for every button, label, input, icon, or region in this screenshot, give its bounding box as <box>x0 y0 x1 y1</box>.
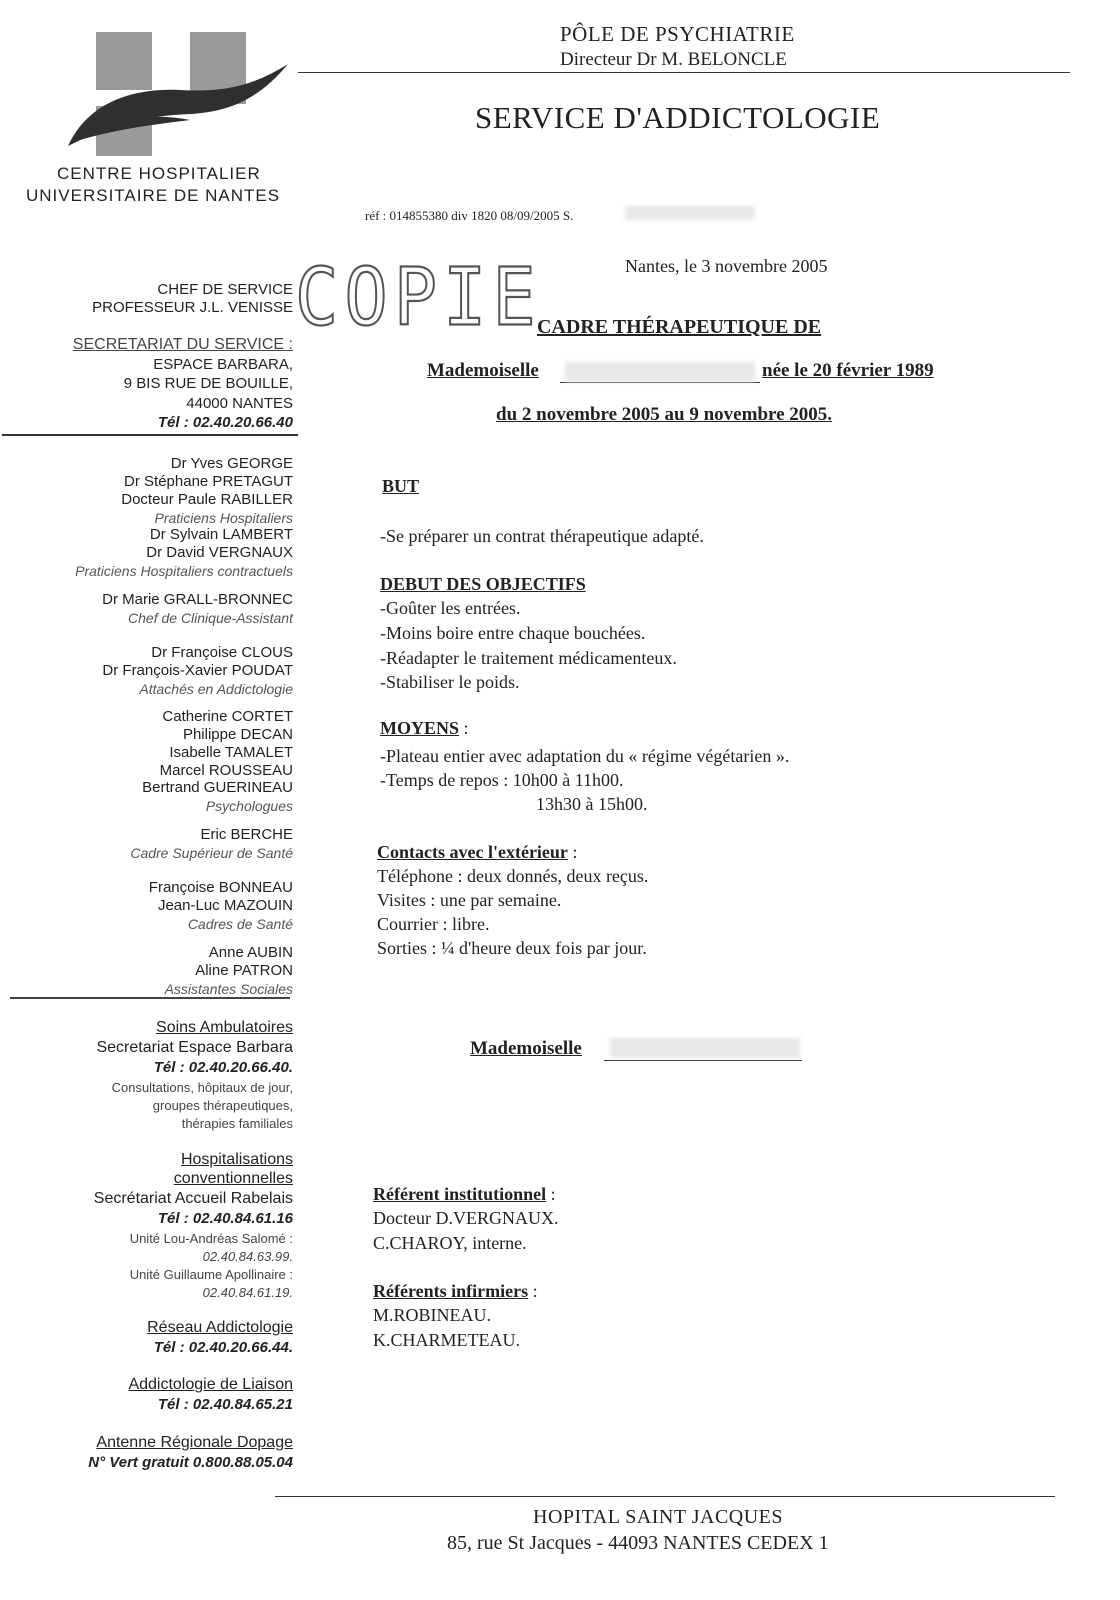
section-detail: groupes thérapeutiques, <box>152 1098 293 1113</box>
logo-text-line1: CENTRE HOSPITALIER <box>57 164 261 183</box>
sidebar-divider-1 <box>2 434 298 436</box>
objective-item: -Réadapter le traitement médicamenteux. <box>380 648 677 668</box>
header-divider <box>298 72 1070 73</box>
section-tel: N° Vert gratuit 0.800.88.05.04 <box>88 1454 293 1471</box>
patient-prefix: Mademoiselle <box>427 360 539 381</box>
section-tel: Tél : 02.40.84.65.21 <box>157 1396 293 1413</box>
signature-underline <box>604 1060 802 1061</box>
section-detail: Consultations, hôpitaux de jour, <box>111 1080 293 1095</box>
staff-role: Praticiens Hospitaliers <box>154 510 293 526</box>
staff-name: Jean-Luc MAZOUIN <box>157 897 293 914</box>
staff-name: Philippe DECAN <box>182 726 293 743</box>
staff-name: Dr Marie GRALL-BRONNEC <box>102 591 293 608</box>
section-heading-moyens: MOYENS : <box>380 718 469 738</box>
staff-name: Aline PATRON <box>195 962 293 979</box>
section-detail: thérapies familiales <box>181 1116 293 1131</box>
section-title: Addictologie de Liaison <box>128 1376 293 1393</box>
section-detail: 02.40.84.61.19. <box>202 1285 293 1300</box>
footer-address: 85, rue St Jacques - 44093 NANTES CEDEX 1 <box>447 1532 829 1554</box>
staff-role: Chef de Clinique-Assistant <box>128 610 293 626</box>
staff-name: Dr Françoise CLOUS <box>151 644 293 661</box>
section-title: Antenne Régionale Dopage <box>96 1434 293 1451</box>
chef-name: PROFESSEUR J.L. VENISSE <box>92 299 293 316</box>
staff-name: Anne AUBIN <box>208 944 293 961</box>
section-heading-but: BUT <box>382 476 420 496</box>
reference-number: réf : 014855380 div 1820 08/09/2005 S. <box>365 208 574 223</box>
copie-stamp: COPIE <box>295 250 542 344</box>
staff-role: Attachés en Addictologie <box>139 681 293 697</box>
moyens-item: -Plateau entier avec adaptation du « régime végétarien ». <box>380 746 790 766</box>
section-detail: 02.40.84.63.99. <box>202 1249 293 1264</box>
section-title: Hospitalisations <box>180 1151 293 1168</box>
signature-name: Mademoiselle <box>470 1038 582 1059</box>
section-secretariat: Secretariat Espace Barbara <box>96 1039 293 1056</box>
letter-date: Nantes, le 3 novembre 2005 <box>625 256 828 276</box>
section-detail: Unité Guillaume Apollinaire : <box>129 1267 293 1282</box>
footer-divider <box>275 1496 1055 1497</box>
secretariat-tel: Tél : 02.40.20.66.40 <box>157 414 293 431</box>
staff-name: Françoise BONNEAU <box>148 879 293 896</box>
objective-item: -Goûter les entrées. <box>380 598 521 618</box>
redaction-patient-name <box>565 362 755 382</box>
pole-title: PÔLE DE PSYCHIATRIE <box>560 22 795 46</box>
referent-item: K.CHARMETEAU. <box>373 1330 520 1350</box>
objective-item: -Stabiliser le poids. <box>380 672 520 692</box>
referent-item: C.CHAROY, interne. <box>373 1233 527 1253</box>
redaction-signature-name <box>610 1038 800 1058</box>
patient-name-underline <box>560 382 760 383</box>
director-line: Directeur Dr M. BELONCLE <box>560 49 787 70</box>
chef-label: CHEF DE SERVICE <box>157 281 293 298</box>
redaction-ref <box>625 206 755 220</box>
staff-name: Dr Sylvain LAMBERT <box>149 526 293 543</box>
staff-name: Dr Yves GEORGE <box>170 455 293 472</box>
staff-name: Isabelle TAMALET <box>169 744 293 761</box>
section-tel: Tél : 02.40.20.66.40. <box>153 1059 293 1076</box>
contact-item: Courrier : libre. <box>377 914 490 934</box>
logo-text-line2: UNIVERSITAIRE DE NANTES <box>26 186 281 205</box>
footer-hospital-name: HOPITAL SAINT JACQUES <box>533 1506 784 1528</box>
moyens-item: 13h30 à 15h00. <box>536 794 648 814</box>
patient-birthdate: née le 20 février 1989 <box>762 360 934 381</box>
staff-name: Catherine CORTET <box>162 708 293 725</box>
referent-item: Docteur D.VERGNAUX. <box>373 1208 559 1228</box>
objective-item: -Moins boire entre chaque bouchées. <box>380 623 646 643</box>
chu-nantes-logo <box>60 28 290 168</box>
staff-role: Cadre Supérieur de Santé <box>130 845 293 861</box>
staff-name: Bertrand GUERINEAU <box>142 779 293 796</box>
section-detail: Unité Lou-Andréas Salomé : <box>129 1231 293 1246</box>
moyens-item: -Temps de repos : 10h00 à 11h00. <box>380 770 624 790</box>
section-tel: Tél : 02.40.20.66.44. <box>153 1339 293 1356</box>
section-tel: Tél : 02.40.84.61.16 <box>157 1210 293 1227</box>
secretariat-label: SECRETARIAT DU SERVICE : <box>72 336 293 353</box>
referent-item: M.ROBINEAU. <box>373 1305 492 1325</box>
staff-name: Dr David VERGNAUX <box>146 544 293 561</box>
section-heading-referent-institutionnel: Référent institutionnel : <box>373 1184 556 1204</box>
section-title: conventionnelles <box>173 1170 293 1187</box>
document-title: CADRE THÉRAPEUTIQUE DE <box>537 316 822 338</box>
service-title: SERVICE D'ADDICTOLOGIE <box>475 100 881 135</box>
contact-item: Visites : une par semaine. <box>377 890 562 910</box>
section-heading-referents-infirmiers: Référents infirmiers : <box>373 1281 538 1301</box>
staff-name: Eric BERCHE <box>200 826 293 843</box>
staff-name: Marcel ROUSSEAU <box>159 762 293 779</box>
staff-name: Dr Stéphane PRETAGUT <box>124 473 293 490</box>
secretariat-addr2: 9 BIS RUE DE BOUILLE, <box>123 375 293 392</box>
staff-role: Psychologues <box>205 798 293 814</box>
section-heading-objectifs: DEBUT DES OBJECTIFS <box>380 574 586 594</box>
staff-role: Praticiens Hospitaliers contractuels <box>75 563 293 579</box>
but-text: -Se préparer un contrat thérapeutique adapté. <box>380 526 704 546</box>
section-title: Réseau Addictologie <box>147 1319 293 1336</box>
section-heading-contacts: Contacts avec l'extérieur : <box>377 842 578 862</box>
treatment-period: du 2 novembre 2005 au 9 novembre 2005. <box>496 404 833 425</box>
contact-item: Téléphone : deux donnés, deux reçus. <box>377 866 649 886</box>
staff-role: Assistantes Sociales <box>164 981 293 997</box>
sidebar-divider-2 <box>10 997 290 999</box>
section-secretariat: Secrétariat Accueil Rabelais <box>93 1190 293 1207</box>
contact-item: Sorties : ¼ d'heure deux fois par jour. <box>377 938 647 958</box>
section-title: Soins Ambulatoires <box>156 1019 293 1036</box>
staff-name: Docteur Paule RABILLER <box>121 491 293 508</box>
staff-role: Cadres de Santé <box>187 916 293 932</box>
secretariat-addr1: ESPACE BARBARA, <box>153 356 293 373</box>
secretariat-addr3: 44000 NANTES <box>186 395 293 412</box>
staff-name: Dr François-Xavier POUDAT <box>102 662 293 679</box>
